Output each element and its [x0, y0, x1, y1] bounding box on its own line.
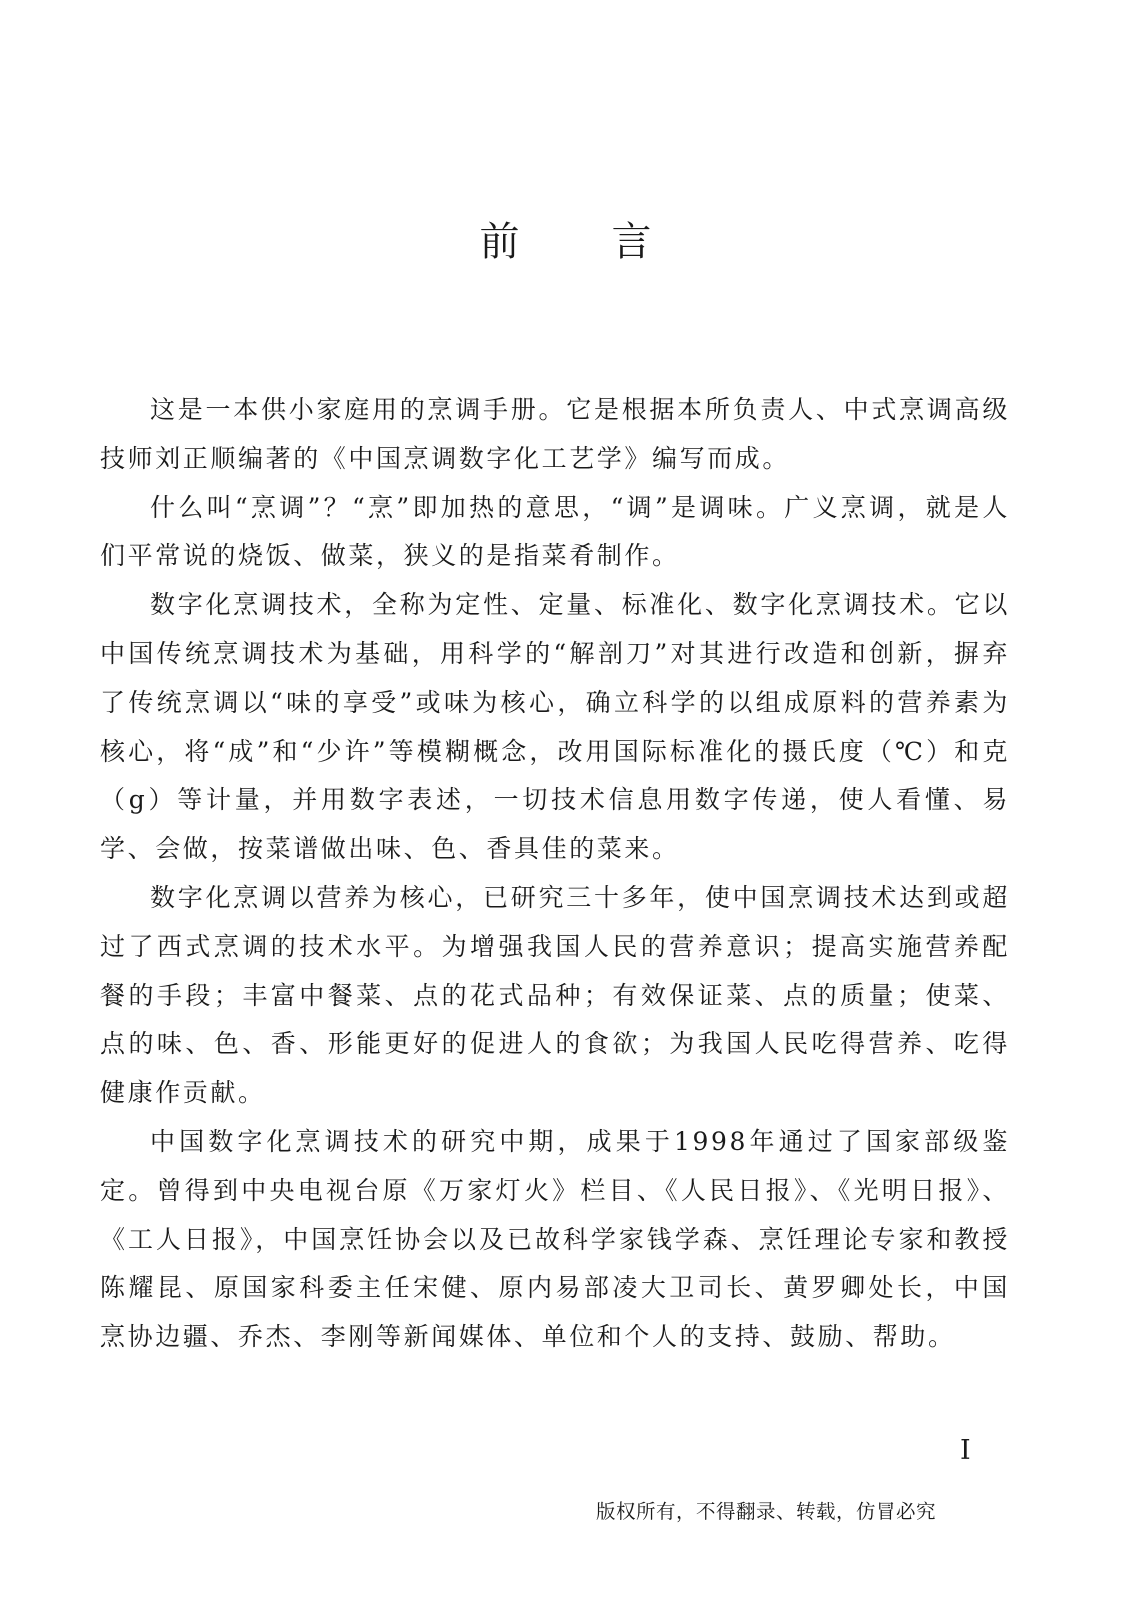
page-title-char-2: 言 [611, 219, 652, 265]
paragraph-1: 这是一本供小家庭用的烹调手册。它是根据本所负责人、中式烹调高级技师刘正顺编著的《中国烹调数字化工艺学》编写而成。 [100, 395, 1010, 473]
paragraph-5: 中国数字化烹调技术的研究中期，成果于1998年通过了国家部级鉴定。曾得到中央电视台原《万家灯火》栏目、《人民日报》、《光明日报》、《工人日报》，中国烹饪协会以及已故科学家钱学森、烹饪理论专家和教授陈耀昆、原国家科委主任宋健、原内易部凌大卫司长、黄罗卿处长，中国烹协边疆、乔杰、李刚等新闻媒体、单位和个人的支持、鼓励、帮助。 [100, 1126, 1010, 1352]
paragraph-3: 数字化烹调技术，全称为定性、定量、标准化、数字化烹调技术。它以中国传统烹调技术为基础，用科学的“解剖刀”对其进行改造和创新，摒弃了传统烹调以“味的享受”或味为核心，确立科学的以组成原料的营养素为核心，将“成”和“少许”等模糊概念，改用国际标准化的摄氏度（℃）和克（g）等计量，并用数字表述，一切技术信息用数字传递，使人看懂、易学、会做，按菜谱做出味、色、香具佳的菜来。 [100, 590, 1010, 864]
paragraph-2: 什么叫“烹调”？“烹”即加热的意思，“调”是调味。广义烹调，就是人们平常说的烧饭、做菜，狭义的是指菜肴制作。 [100, 492, 1010, 571]
page-title-char-1: 前 [479, 219, 520, 265]
preface-body [100, 386, 1010, 1362]
paragraph-4: 数字化烹调以营养为核心，已研究三十多年，使中国烹调技术达到或超过了西式烹调的技术水平。为增强我国人民的营养意识；提高实施营养配餐的手段；丰富中餐菜、点的花式品种；有效保证菜、点的质量；使菜、点的味、色、香、形能更好的促进人的食欲；为我国人民吃得营养、吃得健康作贡献。 [100, 882, 1010, 1108]
page-title [0, 212, 1131, 272]
page-number: I [960, 1435, 971, 1466]
copyright-notice: 版权所有，不得翻录、转载，仿冒必究 [596, 1500, 937, 1523]
